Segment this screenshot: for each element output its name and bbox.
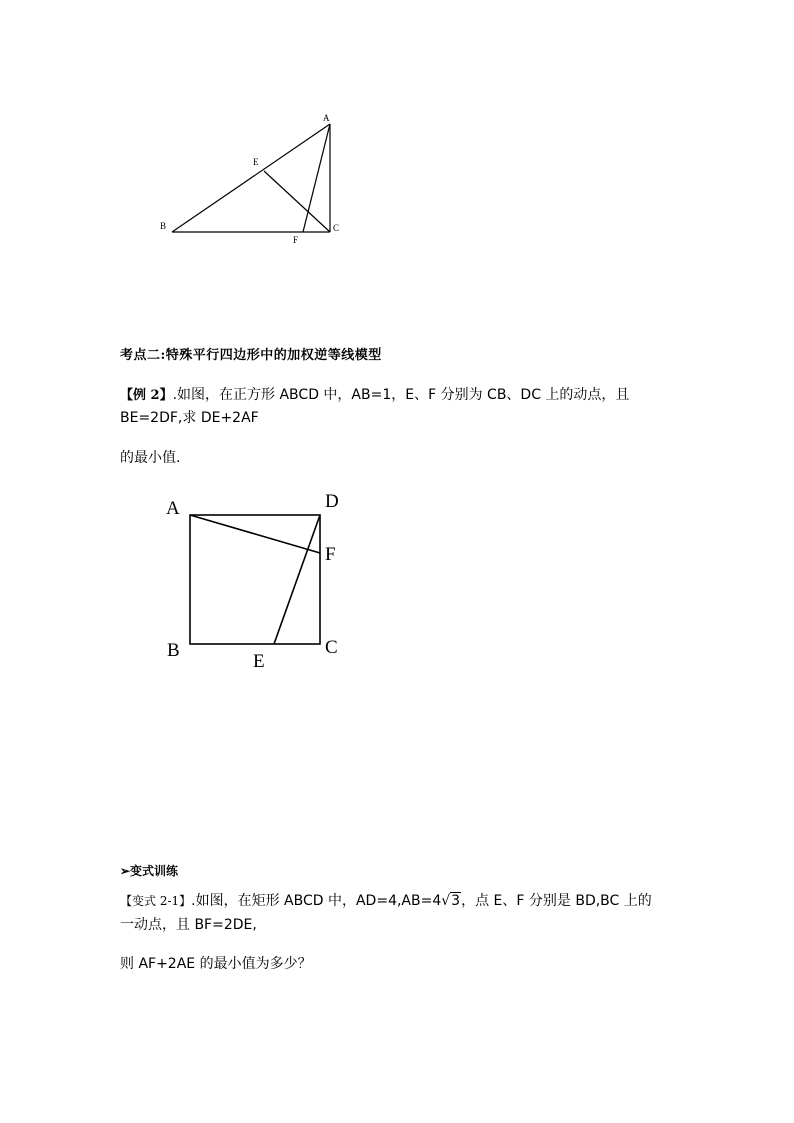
example2-line1 (120, 383, 629, 408)
label-E: E (253, 157, 259, 167)
practice-item-text1: .如图，在矩形 ABCD 中，AD=4,AB=4 (191, 893, 442, 909)
example2-text: .如图，在正方形 ABCD 中，AB=1，E、F 分别为 CB、DC 上的动点，且 (172, 387, 630, 403)
label-A: A (166, 498, 180, 519)
label-C: C (333, 223, 340, 233)
practice-item-tag: 【变式 2-1】 (120, 894, 192, 908)
radical-sign: √ (441, 893, 451, 909)
label-A: A (323, 113, 330, 123)
example2-line2: BE=2DF,求 DE+2AF (120, 410, 259, 426)
sqrt-expression (441, 889, 461, 913)
segment-AF (190, 515, 320, 553)
label-F: F (293, 235, 299, 245)
practice-item-line1 (120, 889, 652, 913)
label-E: E (253, 651, 265, 672)
figure-square (160, 486, 360, 676)
practice-label: ➢变式训练 (120, 864, 179, 878)
figure-triangle (150, 108, 350, 248)
example2-line3: 的最小值. (120, 450, 181, 466)
label-F: F (325, 544, 336, 565)
practice-question: 则 AF+2AE 的最小值为多少？ (120, 956, 312, 972)
segment-AB (172, 124, 330, 232)
segment-EC (264, 171, 330, 232)
section-heading: 考点二:特殊平行四边形中的加权逆等线模型 (120, 348, 382, 363)
example2-tag: 【例 2】 (120, 388, 173, 403)
sqrt-radicand: 3 (451, 893, 461, 909)
label-B: B (160, 221, 167, 231)
label-C: C (325, 637, 338, 658)
practice-item-line2: 一动点，且 BF=2DE, (120, 917, 257, 933)
practice-item-text2: ，点 E、F 分别是 BD,BC 上的 (461, 893, 652, 909)
segment-DE (274, 515, 320, 644)
label-D: D (325, 491, 339, 512)
label-B: B (167, 640, 180, 661)
